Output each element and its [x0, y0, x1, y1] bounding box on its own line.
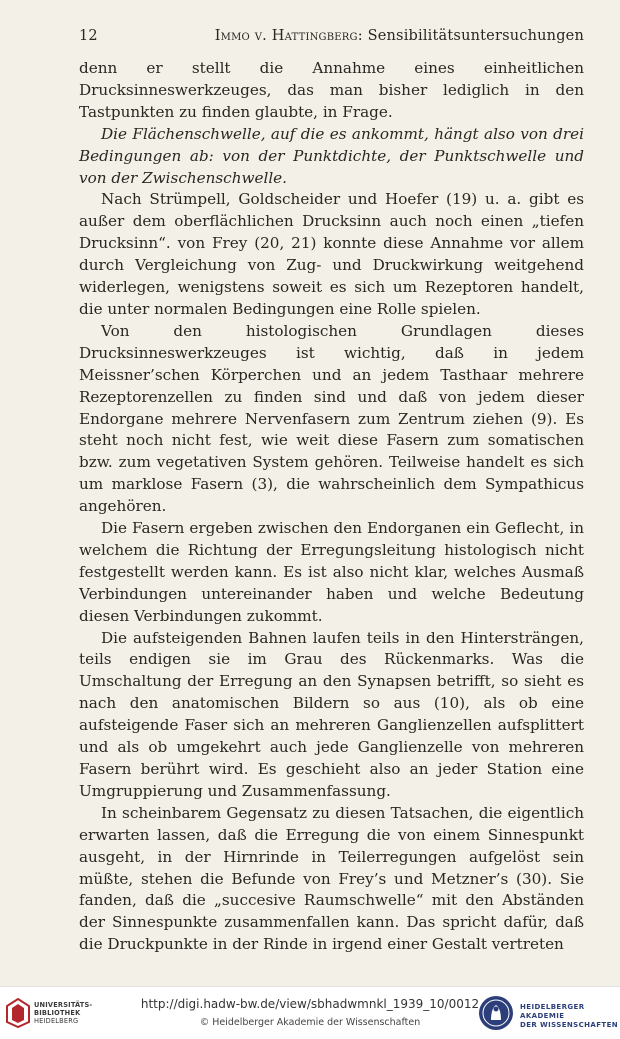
author-prefix: Immo v.: [214, 28, 267, 44]
paragraph-5: Die Fasern ergeben zwischen den Endorganen ein Geflecht, in welchem die Richtung der Erregungsleitung histologisch nicht festgestellt werden kann. Es ist also nicht klar, welches Ausmaß Verbindungen untereinander haben und welche Bedeutung diesen Verbindungen zukommt.: [79, 519, 584, 625]
running-title: [215, 28, 584, 44]
academy-line-2: DER WISSENSCHAFTEN: [520, 1021, 619, 1029]
academy-name: [520, 1003, 620, 1030]
footer-bar: [0, 986, 620, 1039]
paragraph-2-italic: Die Flächenschwelle, auf die es ankommt, hängt also von drei Bedingungen ab: von der Punktdichte, der Punktschwelle und von der Zwischenschwelle.: [79, 124, 584, 187]
library-line-3: HEIDELBERG: [34, 1017, 79, 1025]
title-rest: : Sensibilitätsuntersuchungen: [357, 28, 584, 44]
author-name: Hattingberg: [271, 28, 358, 44]
paragraph-1: denn er stellt die Annahme eines einheitlichen Drucksinneswerkzeuges, das man bisher lediglich in den Tastpunkten zu finden glaubte, in Frage.: [79, 59, 584, 121]
paragraph-4: Von den histologischen Grundlagen dieses Drucksinneswerkzeuges ist wichtig, daß in jedem Meissner’schen Körperchen und an jedem Tasthaar mehrere Rezeptorenzellen zu finden sind und daß von jedem dieser Endorgane mehrere Nervenfasern zum Zentrum ziehen (9). Es steht noch nicht fest, wie weit diese Fasern zum somatischen bzw. zum vegetativen System gehören. Teilweise handelt es sich um marklose Fasern (3), die wahrscheinlich dem Sympathicus angehören.: [79, 321, 584, 516]
page-number: 12: [79, 28, 98, 44]
library-line-1: UNIVERSITÄTS-: [34, 1001, 93, 1009]
running-header: [79, 28, 584, 50]
paragraph-7: In scheinbarem Gegensatz zu diesen Tatsachen, die eigentlich erwarten lassen, daß die Erregung die von einem Sinnespunkt ausgeht, in der Hirnrinde in Teilerregungen aufgelöst sein müßte, stehen die Befunde von Frey’s und Metzner’s (30). Sie fanden, daß die „succesive Raumschwelle“ mit den Abständen der Sinnespunkte zusammenfallen kann. Das spricht dafür, daß die Druckpunkte in der Rinde in irgend einer Gestalt vertreten: [79, 803, 584, 954]
body-text: [79, 58, 584, 956]
library-line-2: BIBLIOTHEK: [34, 1009, 81, 1017]
paragraph-6: Die aufsteigenden Bahnen laufen teils in den Hintersträngen, teils endigen sie im Grau des Rückenmarks. Was die Umschaltung der Erregung an den Synapsen betrifft, so sieht es nach den anatomischen Bildern so aus (10), als ob eine aufsteigende Faser sich an mehreren Ganglienzellen aufsplittert und als ob umgekehrt auch jede Ganglienzelle von mehreren Fasern berührt wird. Es geschieht also an jeder Station eine Umgruppierung und Zusammenfassung.: [79, 628, 584, 800]
permalink-url[interactable]: http://digi.hadw-bw.de/view/sbhadwmnkl_1939_10/0012: [140, 997, 480, 1011]
copyright-notice: © Heidelberger Akademie der Wissenschaften: [199, 1017, 421, 1028]
paragraph-3: Nach Strümpell, Goldscheider und Hoefer (19) u. a. gibt es außer dem oberflächlichen Drucksinn auch noch einen „tiefen Drucksinn“. von Frey (20, 21) konnte diese Annahme vor allem durch Vergleichung von Zug- und Druckwirkung weitgehend widerlegen, wenigstens soweit es sich um Rezeptoren handelt, die unter normalen Bedingungen eine Rolle spielen.: [79, 190, 584, 318]
academy-line-1: HEIDELBERGER AKADEMIE: [520, 1003, 585, 1020]
academy-seal-icon: [478, 995, 514, 1031]
